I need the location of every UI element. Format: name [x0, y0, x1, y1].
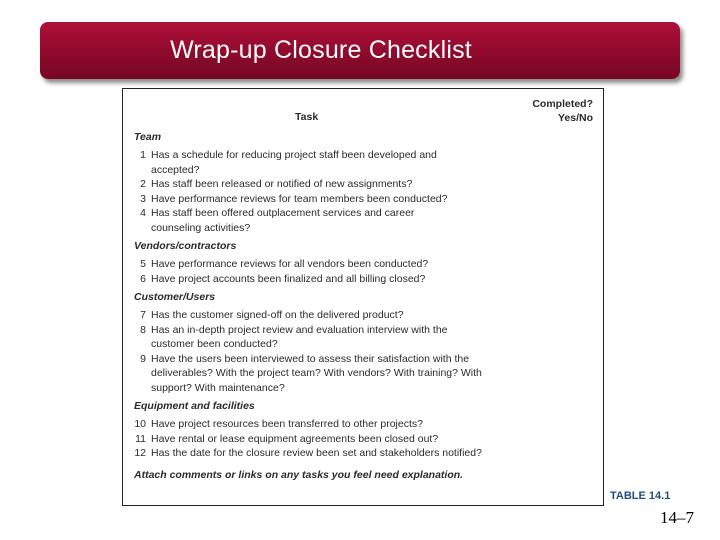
section-items-equipment — [134, 417, 594, 461]
header-completed-line2: Yes/No — [557, 112, 593, 124]
checklist-item — [134, 323, 466, 352]
checklist-item — [134, 257, 594, 272]
header-completed-line1: Completed? — [532, 98, 593, 110]
checklist-item — [134, 148, 451, 177]
section-items-customers — [134, 308, 594, 395]
item-text: Has a schedule for reducing project staff been developed and accepted? — [151, 149, 437, 176]
checklist-item — [134, 446, 594, 461]
item-text: Has an in-depth project review and evaluation interview with the customer been conducted? — [151, 323, 448, 350]
header-completed — [532, 97, 593, 125]
item-number: 8 — [140, 323, 146, 336]
page-number: 14–7 — [660, 508, 694, 527]
checklist-item — [134, 308, 594, 323]
item-text: Has the date for the closure review been set and stakeholders notified? — [151, 447, 482, 459]
item-text: Have performance reviews for all vendors been conducted? — [151, 258, 429, 270]
section-items-vendors — [134, 257, 594, 286]
item-text: Have rental or lease equipment agreements been closed out? — [151, 432, 439, 445]
item-text: Have project accounts been finalized and all billing closed? — [151, 272, 426, 285]
item-number: 2 — [140, 178, 146, 190]
section-heading-customers: Customer/Users — [134, 291, 216, 303]
checklist-item — [134, 206, 431, 235]
checklist-item — [134, 432, 594, 447]
item-number: 9 — [140, 352, 146, 365]
header-task: Task — [295, 111, 319, 123]
checklist-item — [134, 272, 594, 287]
item-number: 12 — [134, 447, 146, 459]
item-number: 5 — [140, 258, 146, 270]
checklist-item — [134, 177, 594, 192]
checklist-item — [134, 192, 594, 207]
slide-title-bar — [40, 22, 680, 79]
section-heading-vendors: Vendors/contractors — [134, 240, 237, 252]
checklist-item — [134, 417, 594, 432]
item-number: 4 — [140, 207, 146, 219]
table-caption-label: TABLE 14.1 — [610, 490, 671, 502]
item-number: 11 — [135, 432, 146, 445]
item-number: 7 — [140, 309, 146, 321]
checklist-content — [134, 129, 594, 481]
item-number: 1 — [140, 149, 146, 161]
slide-title: Wrap-up Closure Checklist — [170, 36, 472, 64]
item-text: Has staff been released or notified of new assignments? — [151, 178, 413, 190]
item-number: 6 — [140, 272, 146, 285]
checklist-table — [122, 88, 604, 506]
section-items-team — [134, 148, 594, 235]
item-text: Have project resources been transferred to other projects? — [151, 418, 423, 430]
item-number: 10 — [134, 418, 146, 430]
table-footer-note: Attach comments or links on any tasks you feel need explanation. — [134, 468, 464, 481]
item-text: Have the users been interviewed to assess their satisfaction with the deliverables? With the project team? With vendors? With training? With support? With maintenance? — [151, 352, 482, 394]
section-heading-equipment: Equipment and facilities — [134, 400, 255, 412]
item-text: Have performance reviews for team members been conducted? — [151, 192, 448, 205]
checklist-item — [134, 352, 506, 396]
item-number: 3 — [140, 192, 146, 205]
section-heading-team: Team — [134, 131, 162, 143]
item-text: Has staff been offered outplacement services and career counseling activities? — [151, 207, 415, 234]
item-text: Has the customer signed-off on the delivered product? — [151, 309, 404, 321]
